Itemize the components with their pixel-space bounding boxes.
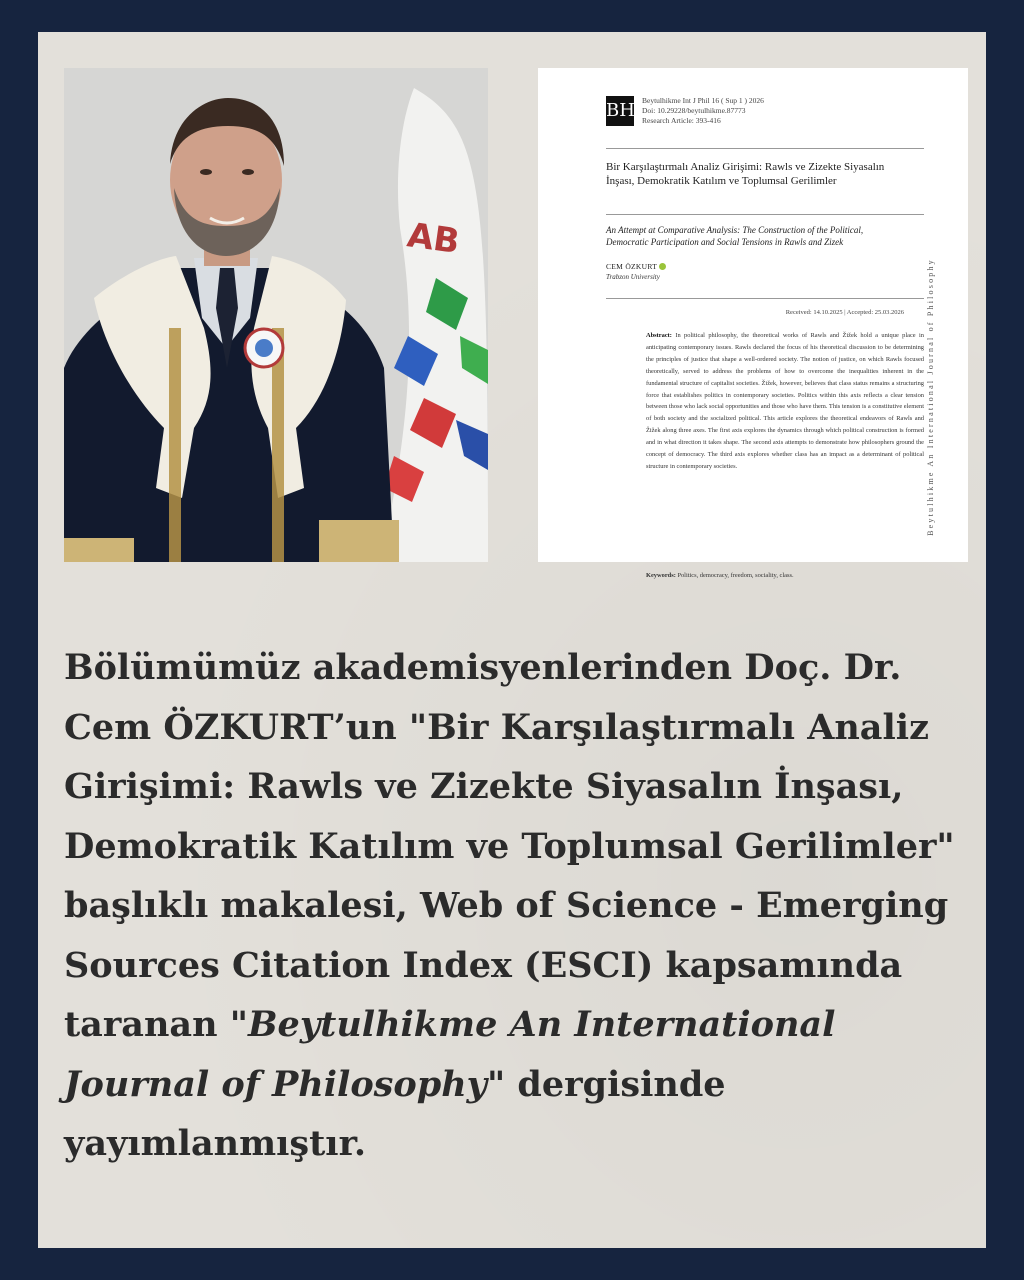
article-page	[538, 68, 968, 579]
author-affiliation: Trabzon University	[606, 273, 660, 281]
keywords-label: Keywords:	[646, 572, 676, 579]
abstract-text: In political philosophy, the theoretical works of Rawls and Žižek hold a unique place in anticipating contemporary issues. Rawls declared the focus of his theoretical discussion to be determining the principles of justice that shape a well-ordered society. The notion of justice, on which Rawls focused theoretically, served to address the problems of how to overcome the inequalities inherent in the fundamental structure of capitalist societies. Žižek, however, believes that class status remains a structuring force that establishes politics in contemporary societies. Politics within this axis reflects a clear tension between those who lack social opportunities and those who have them. This tension is a constitutive element of both society and the socialized political. This article explores the theoretical endeavors of Rawls and Žižek along three axes. The first axis explores the dynamics through which political construction is formed and in what direction it takes shape. The second axis attempts to demonstrate how philosophers ground the concept of democracy. The third axis explores whether class has an impact as a determinant of political structure in contemporary societies.	[646, 332, 924, 470]
keywords-text: Politics, democracy, freedom, sociality, class.	[677, 572, 794, 579]
author-name: CEM ÖZKURT	[606, 262, 658, 271]
journal-name: "Beytulhikme An International Journal of Philosophy"	[64, 1004, 836, 1105]
announcement-part1: Bölümümüz akademisyenlerinden Doç. Dr. Cem ÖZKURT’un "Bir Karşılaştırmalı Analiz Girişimi: Rawls ve Zizekte Siyasalın İnşası, Demokratik Katılım ve Toplumsal Gerilimler" başlıklı makalesi, Web of Science - Emerging Sources Citation Index (ESCI) kapsamında taranan	[64, 647, 955, 1045]
article-keywords	[646, 572, 924, 579]
article-title-en: An Attempt at Comparative Analysis: The Construction of the Political, Democratic Participation and Social Tensions in Rawls and Zizek	[606, 225, 864, 247]
meta-line: Doi: 10.29228/beytulhikme.87773	[642, 106, 746, 115]
meta-line: Research Article: 393-416	[642, 116, 721, 125]
journal-logo: BH	[606, 96, 634, 126]
meta-line: Beytulhikme Int J Phil 16 ( Sup 1 ) 2026	[642, 96, 764, 105]
portrait-illustration	[64, 68, 488, 562]
journal-side-label: Beytulhikme An International Journal of Philosophy	[926, 258, 935, 536]
abstract-label: Abstract:	[646, 332, 672, 339]
divider	[606, 214, 924, 215]
article-dates: Received: 14.10.2025 | Accepted: 25.03.2026	[785, 309, 904, 316]
post-card	[38, 32, 986, 1248]
portrait-photo	[64, 68, 488, 562]
svg-text:AB: AB	[404, 215, 463, 263]
orcid-icon	[659, 263, 666, 270]
article-author	[606, 262, 666, 271]
article-title-tr: Bir Karşılaştırmalı Analiz Girişimi: Rawls ve Zizekte Siyasalın İnşası, Demokratik Katılım ve Toplumsal Gerilimler	[606, 161, 885, 187]
announcement-part2: dergisinde yayımlanmıştır.	[64, 1063, 726, 1164]
article-abstract	[646, 330, 924, 473]
divider	[606, 148, 924, 149]
article-meta	[642, 96, 764, 126]
divider	[606, 298, 924, 299]
announcement-text	[64, 638, 980, 1174]
